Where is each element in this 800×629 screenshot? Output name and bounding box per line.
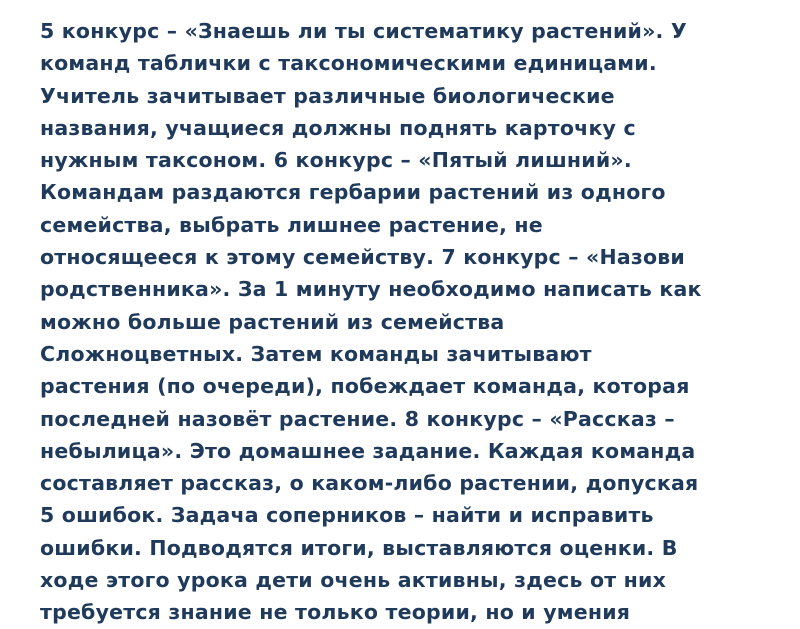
text-line: семейства, выбрать лишнее растение, не xyxy=(40,212,543,237)
text-line: 5 конкурс – «Знаешь ли ты систематику растений». У xyxy=(40,19,687,43)
text-line: ходе этого урока дети очень активны, здесь от них xyxy=(40,568,666,593)
text-line: составляет рассказ, о каком-либо растении, допуская xyxy=(40,471,699,496)
text-line: можно больше растений из семейства xyxy=(40,309,505,334)
text-line: требуется знание не только теории, но и умения xyxy=(40,600,631,625)
text-line: 5 ошибок. Задача соперников – найти и исправить xyxy=(40,503,654,528)
text-line: родственника». За 1 минуту необходимо написать как xyxy=(40,277,702,302)
body-text xyxy=(40,15,760,629)
text-line: растения (по очереди), побеждает команда, которая xyxy=(40,374,690,399)
text-line: Учитель зачитывает различные биологические xyxy=(40,83,615,108)
text-line: названия, учащиеся должны поднять карточку с xyxy=(40,115,636,140)
text-line: относящееся к этому семейству. 7 конкурс – «Назови xyxy=(40,245,685,270)
text-line: ошибки. Подводятся итоги, выставляются оценки. В xyxy=(40,535,678,560)
text-line: Сложноцветных. Затем команды зачитывают xyxy=(40,341,592,366)
text-line: небылица». Это домашнее задание. Каждая команда xyxy=(40,438,696,463)
text-line: Командам раздаются гербарии растений из одного xyxy=(40,180,666,205)
text-line: последней назовёт растение. 8 конкурс – «Рассказ – xyxy=(40,406,675,431)
text-line: нужным таксоном. 6 конкурс – «Пятый лишний». xyxy=(40,148,632,173)
text-line: команд таблички с таксономическими единицами. xyxy=(40,51,657,76)
